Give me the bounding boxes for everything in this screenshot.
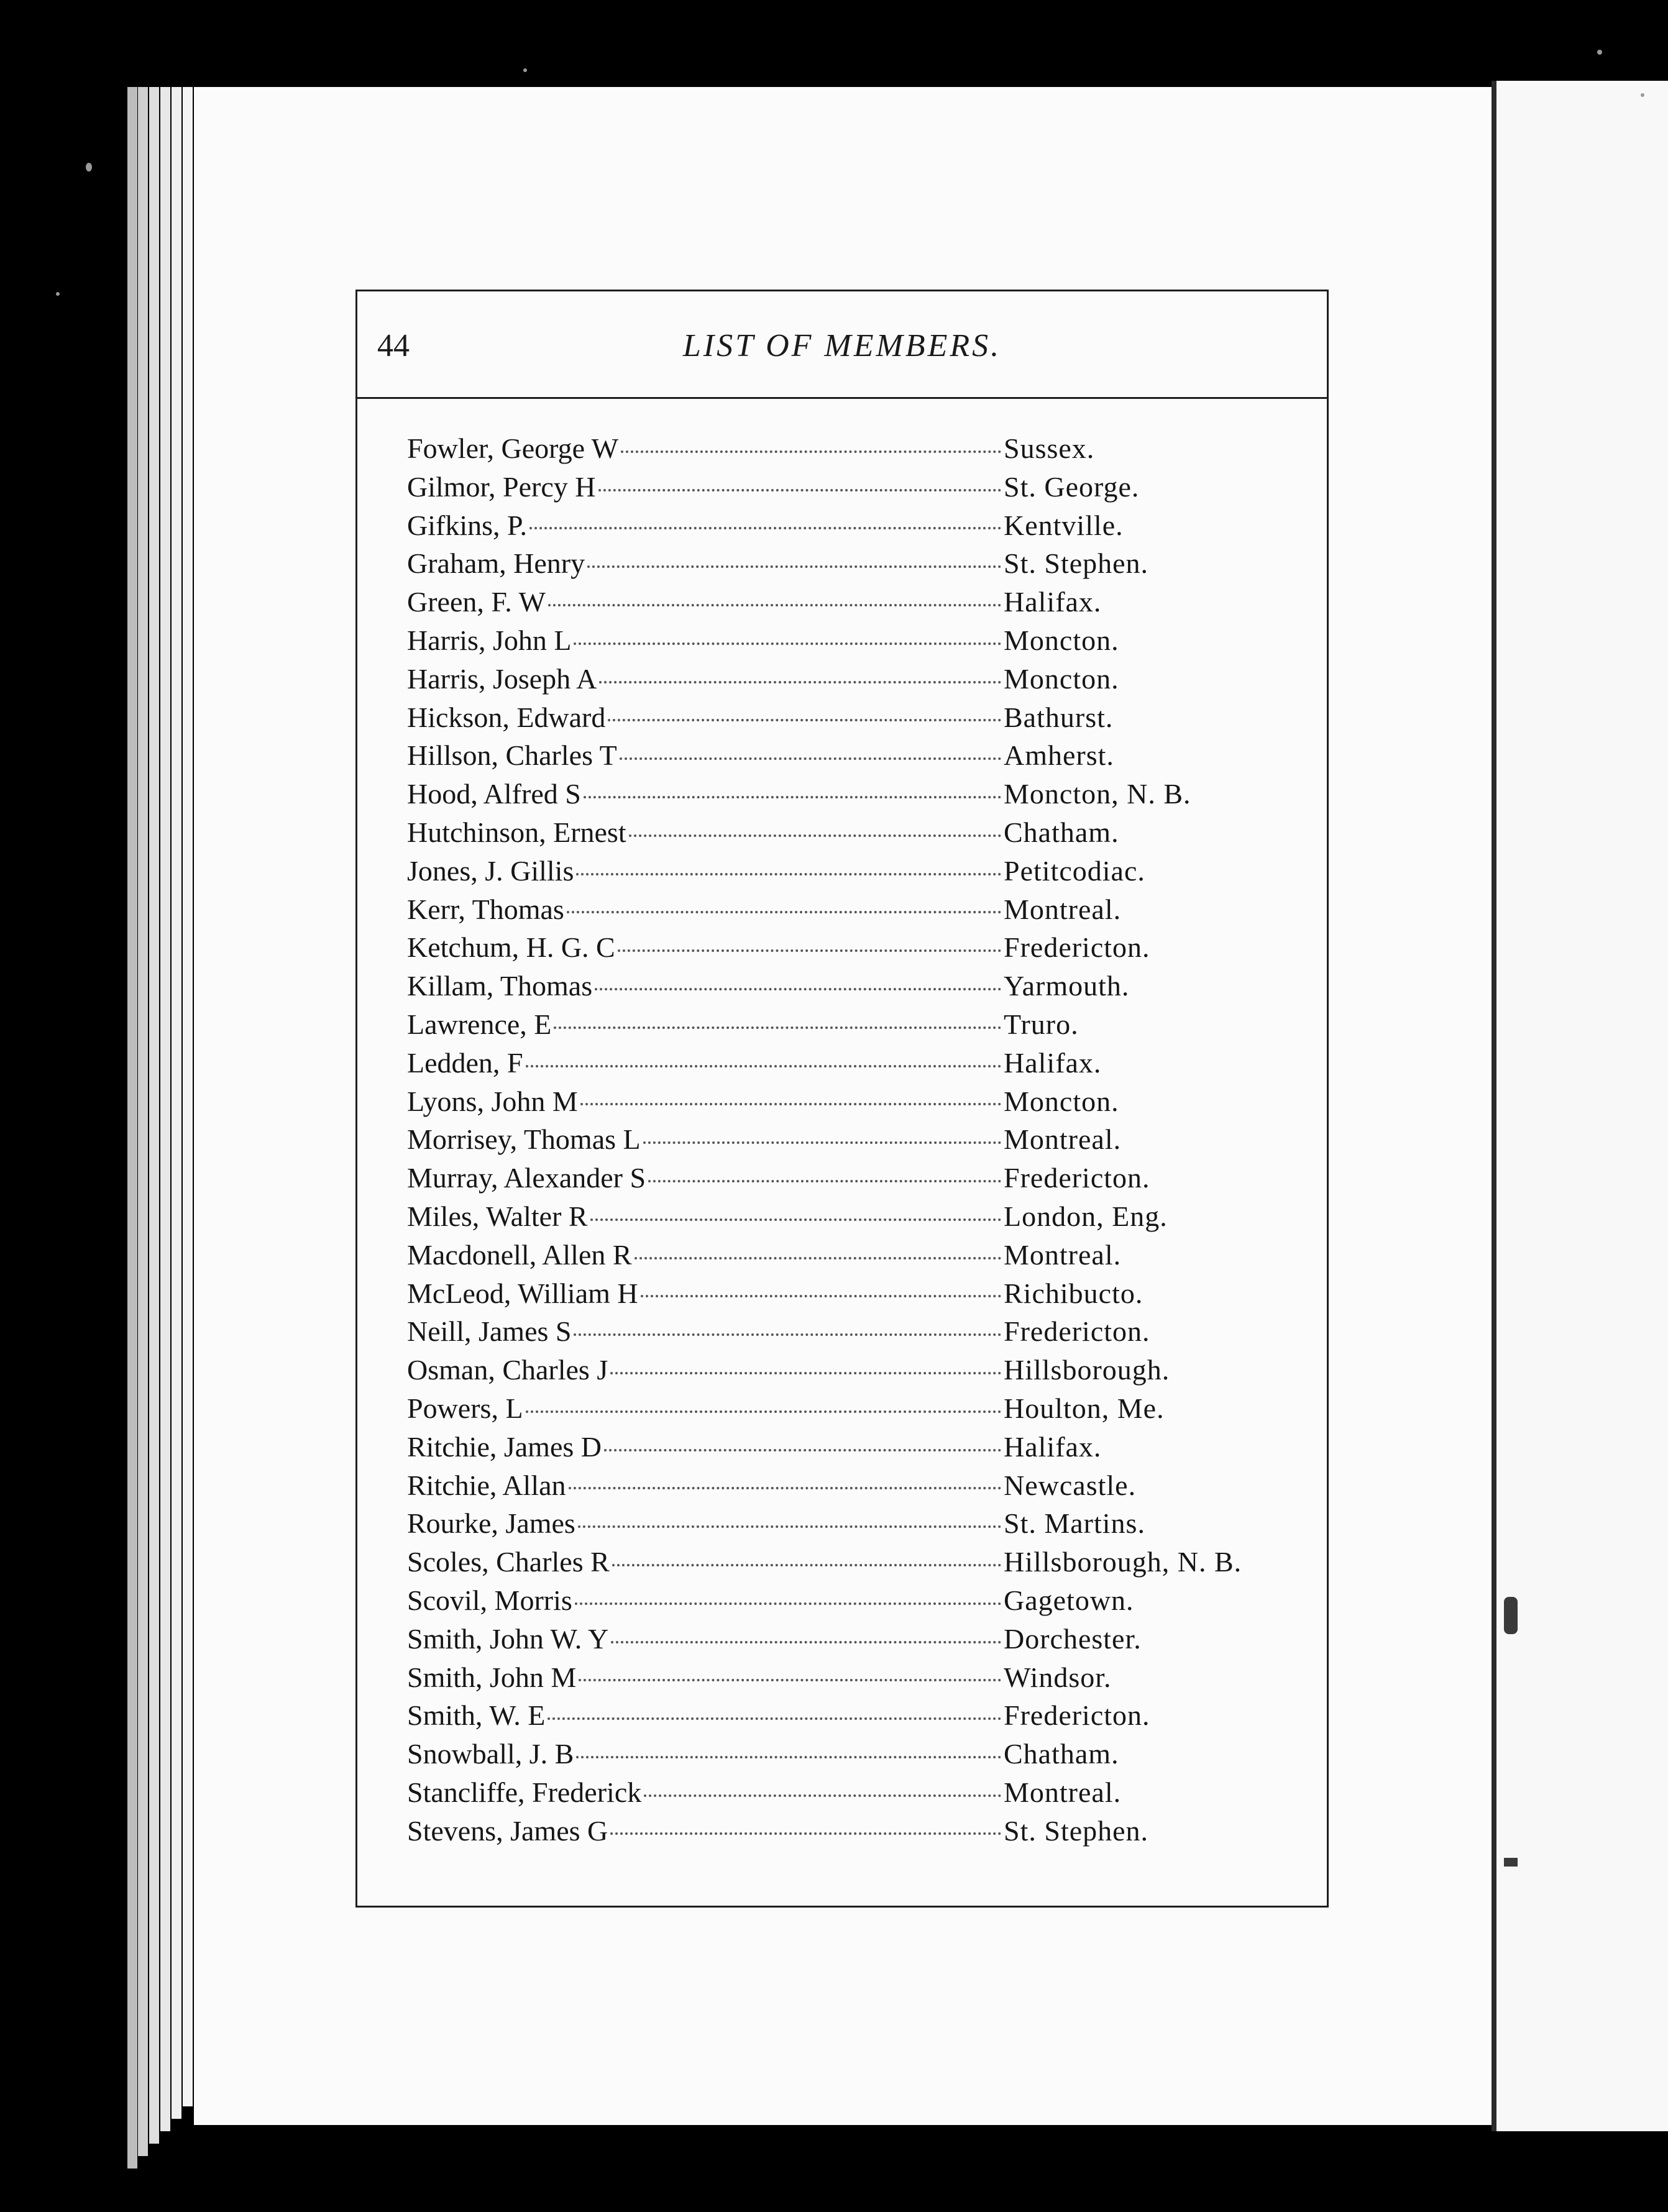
page-edge bbox=[149, 87, 159, 2144]
list-item bbox=[407, 1658, 1377, 1697]
member-name-cell bbox=[407, 1351, 1004, 1389]
member-name: Scoles, Charles R bbox=[407, 1546, 610, 1578]
member-place: St. Martins. bbox=[1004, 1507, 1145, 1540]
member-name-cell bbox=[407, 1466, 1004, 1505]
page-edge bbox=[127, 87, 137, 2169]
dot-leader bbox=[576, 1756, 1001, 1758]
list-item bbox=[407, 544, 1377, 583]
member-name-cell bbox=[407, 1044, 1004, 1082]
member-place: Chatham. bbox=[1004, 1738, 1119, 1770]
dot-leader bbox=[526, 1065, 1001, 1067]
member-place: Chatham. bbox=[1004, 816, 1119, 848]
member-place: Richibucto. bbox=[1004, 1277, 1143, 1309]
list-item bbox=[407, 660, 1377, 698]
dot-leader bbox=[629, 834, 1001, 837]
member-place: Hillsborough, N. B. bbox=[1004, 1546, 1242, 1578]
member-place: Windsor. bbox=[1004, 1661, 1112, 1693]
list-item bbox=[407, 775, 1377, 813]
member-name: Miles, Walter R bbox=[407, 1200, 588, 1232]
member-name-cell bbox=[407, 1159, 1004, 1197]
list-item bbox=[407, 1274, 1377, 1313]
dust-speck bbox=[1597, 50, 1602, 55]
list-item bbox=[407, 1504, 1377, 1543]
dot-leader bbox=[587, 565, 1001, 568]
member-name-cell bbox=[407, 660, 1004, 698]
member-name: Stevens, James G bbox=[407, 1814, 608, 1847]
list-item bbox=[407, 1581, 1377, 1620]
member-name: Smith, W. E bbox=[407, 1699, 546, 1732]
list-item bbox=[407, 813, 1377, 852]
dot-leader bbox=[548, 604, 1001, 606]
list-item bbox=[407, 852, 1377, 890]
member-place: Moncton. bbox=[1004, 1085, 1119, 1117]
list-item bbox=[407, 1389, 1377, 1428]
member-name: Ritchie, James D bbox=[407, 1430, 602, 1463]
list-item bbox=[407, 1351, 1377, 1389]
member-name: Killam, Thomas bbox=[407, 970, 593, 1002]
dot-leader bbox=[608, 719, 1001, 721]
member-place: St. Stephen. bbox=[1004, 1814, 1149, 1847]
member-place: Gagetown. bbox=[1004, 1584, 1134, 1616]
member-name: Gilmor, Percy H bbox=[407, 470, 596, 503]
list-item bbox=[407, 506, 1377, 545]
member-name-cell bbox=[407, 1543, 1004, 1581]
member-name-cell bbox=[407, 1773, 1004, 1812]
dot-leader bbox=[554, 1026, 1001, 1029]
member-name: Jones, J. Gillis bbox=[407, 854, 574, 887]
member-name: Murray, Alexander S bbox=[407, 1162, 646, 1194]
member-name-cell bbox=[407, 1812, 1004, 1850]
list-item bbox=[407, 1773, 1377, 1812]
list-item bbox=[407, 698, 1377, 737]
member-place: St. George. bbox=[1004, 470, 1140, 503]
list-item bbox=[407, 583, 1377, 621]
member-place: Montreal. bbox=[1004, 1238, 1122, 1271]
page-number: 44 bbox=[377, 328, 410, 363]
dot-leader bbox=[611, 1641, 1001, 1643]
member-place: Bathurst. bbox=[1004, 701, 1114, 733]
member-name-cell bbox=[407, 813, 1004, 852]
running-head: LIST OF MEMBERS. bbox=[682, 328, 1002, 363]
member-name: Harris, Joseph A bbox=[407, 662, 597, 695]
list-item bbox=[407, 1696, 1377, 1735]
dot-leader bbox=[595, 988, 1001, 990]
member-place: Halifax. bbox=[1004, 586, 1102, 618]
member-name-cell bbox=[407, 1735, 1004, 1773]
text-frame bbox=[355, 290, 1329, 1908]
member-place: Halifax. bbox=[1004, 1430, 1102, 1463]
member-name-cell bbox=[407, 775, 1004, 813]
member-place: Fredericton. bbox=[1004, 1162, 1150, 1194]
member-name: Hillson, Charles T bbox=[407, 739, 617, 772]
member-name-cell bbox=[407, 736, 1004, 775]
dot-leader bbox=[576, 873, 1001, 875]
member-name-cell bbox=[407, 1274, 1004, 1313]
member-place: Hillsborough. bbox=[1004, 1354, 1170, 1386]
dot-leader bbox=[612, 1564, 1001, 1566]
member-name: Lawrence, E bbox=[407, 1008, 552, 1040]
member-name: Hood, Alfred S bbox=[407, 778, 581, 810]
member-place: Montreal. bbox=[1004, 1123, 1122, 1156]
dot-leader bbox=[635, 1257, 1001, 1259]
member-name-cell bbox=[407, 890, 1004, 929]
list-item bbox=[407, 1082, 1377, 1121]
member-name: Gifkins, P. bbox=[407, 509, 527, 541]
member-place: Yarmouth. bbox=[1004, 970, 1130, 1002]
member-place: Sussex. bbox=[1004, 432, 1095, 464]
page-edge bbox=[160, 87, 170, 2131]
member-name-cell bbox=[407, 698, 1004, 737]
page-edge bbox=[172, 87, 181, 2119]
member-name-cell bbox=[407, 429, 1004, 468]
member-place: Truro. bbox=[1004, 1008, 1079, 1040]
dot-leader bbox=[641, 1295, 1001, 1297]
member-name-cell bbox=[407, 1581, 1004, 1620]
binding-mark bbox=[1504, 1858, 1518, 1867]
member-name: Green, F. W bbox=[407, 586, 546, 618]
facing-page bbox=[1492, 81, 1668, 2131]
member-name: Smith, John M bbox=[407, 1661, 577, 1693]
member-name: Harris, John L bbox=[407, 624, 572, 656]
dot-leader bbox=[574, 642, 1001, 645]
member-place: Houlton, Me. bbox=[1004, 1392, 1165, 1424]
page-edge bbox=[138, 87, 148, 2156]
dot-leader bbox=[579, 1679, 1001, 1681]
member-name: Ledden, F bbox=[407, 1046, 523, 1079]
member-name-cell bbox=[407, 852, 1004, 890]
member-name-cell bbox=[407, 621, 1004, 660]
member-place: Kentville. bbox=[1004, 509, 1124, 541]
dot-leader bbox=[644, 1794, 1001, 1797]
list-item bbox=[407, 1735, 1377, 1773]
member-name: Scovil, Morris bbox=[407, 1584, 572, 1616]
list-item bbox=[407, 1543, 1377, 1581]
member-place: St. Stephen. bbox=[1004, 547, 1149, 580]
list-item bbox=[407, 1159, 1377, 1197]
member-name: Ketchum, H. G. C bbox=[407, 931, 615, 964]
member-name-cell bbox=[407, 1696, 1004, 1735]
list-item bbox=[407, 736, 1377, 775]
member-name: Ritchie, Allan bbox=[407, 1469, 566, 1501]
member-name-cell bbox=[407, 1236, 1004, 1274]
dust-speck bbox=[523, 68, 527, 72]
list-item bbox=[407, 1044, 1377, 1082]
member-name-cell bbox=[407, 1197, 1004, 1236]
dot-leader bbox=[529, 527, 1001, 529]
member-name: Smith, John W. Y bbox=[407, 1622, 609, 1655]
member-name-cell bbox=[407, 583, 1004, 621]
dot-leader bbox=[598, 489, 1002, 491]
dot-leader bbox=[526, 1410, 1001, 1413]
member-name: Powers, L bbox=[407, 1392, 523, 1424]
member-name-cell bbox=[407, 1658, 1004, 1697]
list-item bbox=[407, 468, 1377, 506]
member-place: Fredericton. bbox=[1004, 1699, 1150, 1732]
member-name: Hutchinson, Ernest bbox=[407, 816, 626, 848]
member-name: Hickson, Edward bbox=[407, 701, 606, 733]
list-item bbox=[407, 1005, 1377, 1044]
member-name: Macdonell, Allen R bbox=[407, 1238, 632, 1271]
member-name-cell bbox=[407, 1120, 1004, 1159]
page-edge bbox=[183, 87, 193, 2106]
member-place: Dorchester. bbox=[1004, 1622, 1142, 1655]
list-item bbox=[407, 1620, 1377, 1658]
dot-leader bbox=[567, 911, 1001, 913]
list-item bbox=[407, 621, 1377, 660]
member-place: London, Eng. bbox=[1004, 1200, 1168, 1232]
list-item bbox=[407, 1312, 1377, 1351]
dust-speck bbox=[86, 163, 92, 171]
dot-leader bbox=[648, 1180, 1001, 1182]
dot-leader bbox=[548, 1717, 1001, 1720]
member-name-cell bbox=[407, 967, 1004, 1005]
dot-leader bbox=[610, 1372, 1001, 1374]
member-place: Amherst. bbox=[1004, 739, 1114, 772]
dot-leader bbox=[618, 949, 1001, 952]
dot-leader bbox=[580, 1103, 1001, 1105]
list-item bbox=[407, 1236, 1377, 1274]
member-name-cell bbox=[407, 928, 1004, 967]
list-item bbox=[407, 1197, 1377, 1236]
list-item bbox=[407, 1428, 1377, 1466]
list-item bbox=[407, 1120, 1377, 1159]
member-name-cell bbox=[407, 468, 1004, 506]
member-name: Fowler, George W bbox=[407, 432, 619, 464]
member-name-cell bbox=[407, 544, 1004, 583]
member-name: Morrisey, Thomas L bbox=[407, 1123, 641, 1156]
member-place: Halifax. bbox=[1004, 1046, 1102, 1079]
dot-leader bbox=[610, 1832, 1001, 1835]
member-name: Neill, James S bbox=[407, 1315, 572, 1348]
member-place: Moncton. bbox=[1004, 662, 1119, 695]
member-place: Newcastle. bbox=[1004, 1469, 1137, 1501]
member-name-cell bbox=[407, 1312, 1004, 1351]
member-name: McLeod, William H bbox=[407, 1277, 638, 1309]
dust-speck bbox=[1641, 93, 1644, 97]
member-name-cell bbox=[407, 1389, 1004, 1428]
member-place: Montreal. bbox=[1004, 1776, 1122, 1808]
list-item bbox=[407, 928, 1377, 967]
dot-leader bbox=[599, 681, 1001, 683]
dot-leader bbox=[643, 1141, 1001, 1144]
member-name-cell bbox=[407, 1504, 1004, 1543]
member-place: Fredericton. bbox=[1004, 1315, 1150, 1348]
dot-leader bbox=[574, 1333, 1001, 1336]
member-name-cell bbox=[407, 1428, 1004, 1466]
member-place: Montreal. bbox=[1004, 893, 1122, 925]
list-item bbox=[407, 967, 1377, 1005]
member-name: Stancliffe, Frederick bbox=[407, 1776, 642, 1808]
member-name: Snowball, J. B bbox=[407, 1738, 574, 1770]
list-item bbox=[407, 429, 1377, 468]
member-name: Graham, Henry bbox=[407, 547, 585, 580]
member-name-cell bbox=[407, 1005, 1004, 1044]
list-item bbox=[407, 1466, 1377, 1505]
dot-leader bbox=[590, 1218, 1001, 1221]
dot-leader bbox=[569, 1487, 1001, 1489]
member-name-cell bbox=[407, 506, 1004, 545]
member-place: Moncton. bbox=[1004, 624, 1119, 656]
member-name: Rourke, James bbox=[407, 1507, 575, 1540]
dot-leader bbox=[575, 1602, 1001, 1605]
member-place: Petitcodiac. bbox=[1004, 854, 1145, 887]
dot-leader bbox=[620, 757, 1001, 760]
member-name: Osman, Charles J bbox=[407, 1354, 608, 1386]
header-rule bbox=[357, 397, 1327, 399]
dust-speck bbox=[56, 292, 60, 296]
member-name: Kerr, Thomas bbox=[407, 893, 564, 925]
member-name-cell bbox=[407, 1620, 1004, 1658]
dot-leader bbox=[578, 1525, 1001, 1528]
dot-leader bbox=[621, 450, 1001, 453]
member-name-cell bbox=[407, 1082, 1004, 1121]
list-item bbox=[407, 1812, 1377, 1850]
member-name: Lyons, John M bbox=[407, 1085, 578, 1117]
member-place: Fredericton. bbox=[1004, 931, 1150, 964]
dot-leader bbox=[604, 1449, 1001, 1451]
members-list bbox=[407, 429, 1377, 1850]
dot-leader bbox=[584, 796, 1001, 798]
binding-mark bbox=[1504, 1597, 1518, 1634]
list-item bbox=[407, 890, 1377, 929]
member-place: Moncton, N. B. bbox=[1004, 778, 1191, 810]
